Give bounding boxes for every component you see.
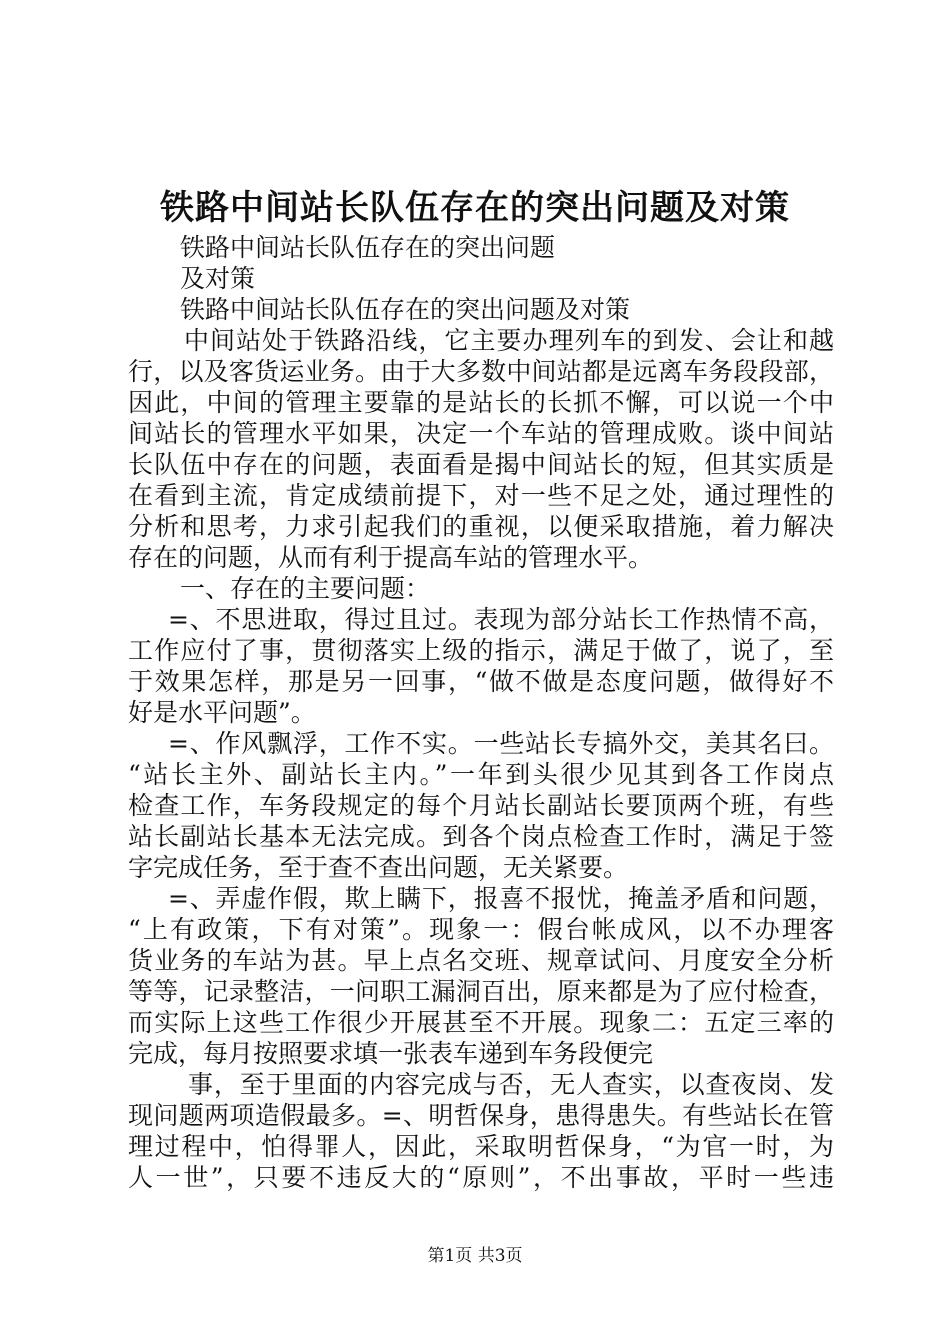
paragraph-line: 中间站处于铁路沿线，它主要办理列车的到发、会让和越 xyxy=(184,326,834,355)
section-heading: 一、存在的主要问题： xyxy=(180,574,431,603)
paragraph-line: 于效果怎样，那是另一回事，“做不做是态度问题，做得好不 xyxy=(128,667,834,696)
paragraph-line: 站长副站长基本无法完成。到各个岗点检查工作时，满足于签 xyxy=(128,822,834,851)
paragraph-line: 字完成任务，至于查不查出问题，无关紧要。 xyxy=(128,853,629,882)
paragraph-line: 完成，每月按照要求填一张表车递到车务段便完 xyxy=(128,1039,654,1068)
paragraph-line: 人一世”，只要不违反大的“原则”，不出事故，平时一些违 xyxy=(128,1163,834,1192)
document-body xyxy=(128,232,834,1193)
paragraph-line: 行，以及客货运业务。由于大多数中间站都是远离车务段段部， xyxy=(128,357,834,386)
paragraph-line: 在看到主流，肯定成绩前提下，对一些不足之处，通过理性的 xyxy=(128,481,834,510)
paragraph-line: “上有政策，下有对策”。现象一：假台帐成风，以不办理客 xyxy=(128,915,834,944)
paragraph-line: 货业务的车站为甚。早上点名交班、规章试问、月度安全分析 xyxy=(128,946,834,975)
paragraph-line: “站长主外、副站长主内。”一年到头很少见其到各工作岗点 xyxy=(128,760,834,789)
subtitle-line-1: 铁路中间站长队伍存在的突出问题 xyxy=(180,233,556,262)
paragraph-line: 理过程中，怕得罪人，因此，采取明哲保身，“为官一时，为 xyxy=(128,1132,834,1161)
paragraph-line: 检查工作，车务段规定的每个月站长副站长要顶两个班，有些 xyxy=(128,791,834,820)
paragraph-line: 工作应付了事，贯彻落实上级的指示，满足于做了，说了，至 xyxy=(128,636,834,665)
paragraph-line: 长队伍中存在的问题，表面看是揭中间站长的短，但其实质是 xyxy=(128,450,834,479)
heading-line: 铁路中间站长队伍存在的突出问题及对策 xyxy=(180,295,631,324)
paragraph-line: 间站长的管理水平如果，决定一个车站的管理成败。谈中间站 xyxy=(128,419,834,448)
paragraph-line: 等等，记录整洁，一问职工漏洞百出，原来都是为了应付检查， xyxy=(128,977,834,1006)
paragraph-line: =、弄虚作假，欺上瞒下，报喜不报忧，掩盖矛盾和问题， xyxy=(168,884,834,913)
paragraph-line: 现问题两项造假最多。=、明哲保身，患得患失。有些站长在管 xyxy=(128,1101,834,1130)
paragraph-line: =、不思进取，得过且过。表现为部分站长工作热情不高， xyxy=(168,605,834,634)
paragraph-line: 分析和思考，力求引起我们的重视，以便采取措施，着力解决 xyxy=(128,512,834,541)
paragraph-line: 存在的问题，从而有利于提高车站的管理水平。 xyxy=(128,543,654,572)
page-footer: 第1页 共3页 xyxy=(427,1246,523,1266)
paragraph-line: 好是水平问题”。 xyxy=(128,698,316,727)
paragraph-line: =、作风飘浮，工作不实。一些站长专搞外交，美其名曰。 xyxy=(168,729,834,758)
paragraph-line: 事，至于里面的内容完成与否，无人查实，以查夜岗、发 xyxy=(188,1070,834,1099)
subtitle-line-2: 及对策 xyxy=(180,264,256,293)
paragraph-line: 因此，中间的管理主要靠的是站长的长抓不懈，可以说一个中 xyxy=(128,388,834,417)
paragraph-line: 而实际上这些工作很少开展甚至不开展。现象二：五定三率的 xyxy=(128,1008,834,1037)
document-title: 铁路中间站长队伍存在的突出问题及对策 xyxy=(160,188,790,228)
